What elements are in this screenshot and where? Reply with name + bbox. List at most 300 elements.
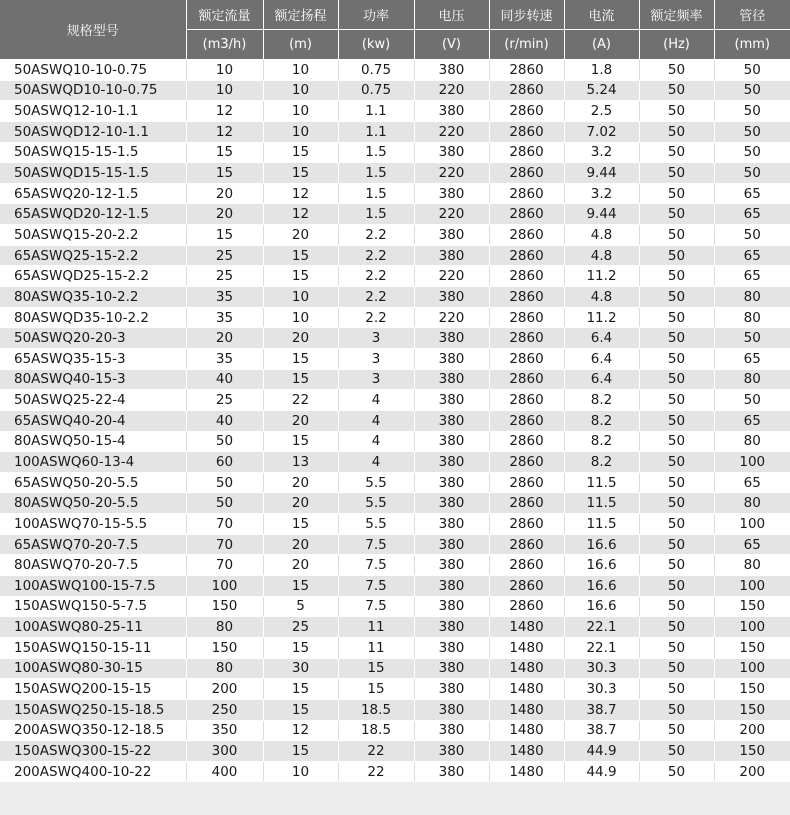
table-cell: 380 — [414, 761, 489, 782]
model-cell: 65ASWQ50-20-5.5 — [0, 472, 186, 493]
model-column-header: 规格型号 — [0, 0, 186, 60]
table-cell: 50 — [639, 225, 714, 246]
table-cell: 2.5 — [564, 101, 639, 122]
table-cell: 150 — [186, 637, 263, 658]
table-cell: 4.8 — [564, 287, 639, 308]
table-cell: 50 — [186, 431, 263, 452]
table-cell: 220 — [414, 121, 489, 142]
table-cell: 3.2 — [564, 142, 639, 163]
table-cell: 9.44 — [564, 163, 639, 184]
table-cell: 50 — [639, 493, 714, 514]
column-header: 管径 — [714, 0, 790, 30]
table-row — [0, 493, 790, 514]
table-cell: 40 — [186, 410, 263, 431]
table-cell: 38.7 — [564, 720, 639, 741]
table-cell: 50 — [714, 163, 790, 184]
table-cell: 1.5 — [338, 204, 414, 225]
table-cell: 1.5 — [338, 142, 414, 163]
table-cell: 100 — [714, 617, 790, 638]
table-cell: 30 — [263, 658, 338, 679]
table-cell: 220 — [414, 80, 489, 101]
table-cell: 1.1 — [338, 101, 414, 122]
table-cell: 16.6 — [564, 576, 639, 597]
column-header: 额定频率 — [639, 0, 714, 30]
table-cell: 16.6 — [564, 555, 639, 576]
table-cell: 20 — [186, 183, 263, 204]
model-cell: 65ASWQ70-20-7.5 — [0, 534, 186, 555]
table-cell: 50 — [639, 204, 714, 225]
table-cell: 2.2 — [338, 307, 414, 328]
table-row — [0, 225, 790, 246]
table-cell: 15 — [338, 679, 414, 700]
table-row — [0, 266, 790, 287]
model-cell: 50ASWQ15-20-2.2 — [0, 225, 186, 246]
table-cell: 200 — [714, 761, 790, 782]
table-cell: 7.5 — [338, 576, 414, 597]
table-cell: 50 — [639, 390, 714, 411]
table-cell: 12 — [186, 121, 263, 142]
table-cell: 10 — [186, 60, 263, 81]
table-row — [0, 390, 790, 411]
table-cell: 1480 — [489, 699, 564, 720]
model-cell: 100ASWQ80-25-11 — [0, 617, 186, 638]
table-cell: 220 — [414, 163, 489, 184]
table-cell: 2860 — [489, 390, 564, 411]
table-cell: 6.4 — [564, 328, 639, 349]
table-cell: 2860 — [489, 163, 564, 184]
model-cell: 150ASWQ150-15-11 — [0, 637, 186, 658]
table-cell: 5.5 — [338, 472, 414, 493]
table-cell: 2860 — [489, 514, 564, 535]
model-cell: 50ASWQ20-20-3 — [0, 328, 186, 349]
column-unit: (m) — [263, 30, 338, 60]
table-cell: 22 — [338, 741, 414, 762]
table-cell: 2860 — [489, 183, 564, 204]
model-cell: 100ASWQ100-15-7.5 — [0, 576, 186, 597]
model-cell: 80ASWQ35-10-2.2 — [0, 287, 186, 308]
table-cell: 15 — [263, 514, 338, 535]
table-cell: 50 — [186, 472, 263, 493]
table-cell: 2860 — [489, 555, 564, 576]
table-cell: 2860 — [489, 204, 564, 225]
table-cell: 2.2 — [338, 287, 414, 308]
table-cell: 50 — [714, 225, 790, 246]
column-unit: (mm) — [714, 30, 790, 60]
column-header: 电压 — [414, 0, 489, 30]
table-cell: 100 — [186, 576, 263, 597]
table-row — [0, 163, 790, 184]
model-cell: 65ASWQD25-15-2.2 — [0, 266, 186, 287]
table-cell: 50 — [639, 720, 714, 741]
table-row — [0, 245, 790, 266]
table-cell: 4.8 — [564, 245, 639, 266]
table-row — [0, 80, 790, 101]
table-row — [0, 369, 790, 390]
model-cell: 50ASWQ15-15-1.5 — [0, 142, 186, 163]
model-cell: 50ASWQD12-10-1.1 — [0, 121, 186, 142]
table-cell: 50 — [639, 287, 714, 308]
table-cell: 35 — [186, 287, 263, 308]
model-cell: 65ASWQ35-15-3 — [0, 348, 186, 369]
table-cell: 1.1 — [338, 121, 414, 142]
table-cell: 50 — [639, 80, 714, 101]
table-cell: 15 — [263, 637, 338, 658]
table-row — [0, 761, 790, 782]
model-cell: 150ASWQ300-15-22 — [0, 741, 186, 762]
table-cell: 380 — [414, 369, 489, 390]
table-cell: 10 — [263, 121, 338, 142]
model-cell: 50ASWQD10-10-0.75 — [0, 80, 186, 101]
table-cell: 2860 — [489, 287, 564, 308]
table-cell: 15 — [263, 369, 338, 390]
table-cell: 70 — [186, 534, 263, 555]
table-cell: 5 — [263, 596, 338, 617]
model-cell: 80ASWQ40-15-3 — [0, 369, 186, 390]
table-cell: 2.2 — [338, 266, 414, 287]
table-cell: 15 — [186, 225, 263, 246]
table-cell: 7.5 — [338, 555, 414, 576]
table-cell: 15 — [263, 163, 338, 184]
table-cell: 25 — [186, 245, 263, 266]
table-cell: 2860 — [489, 328, 564, 349]
table-cell: 65 — [714, 472, 790, 493]
model-cell: 65ASWQ40-20-4 — [0, 410, 186, 431]
table-cell: 100 — [714, 452, 790, 473]
table-cell: 11.5 — [564, 514, 639, 535]
table-row — [0, 307, 790, 328]
table-cell: 3.2 — [564, 183, 639, 204]
table-cell: 40 — [186, 369, 263, 390]
table-cell: 2860 — [489, 452, 564, 473]
model-cell: 200ASWQ350-12-18.5 — [0, 720, 186, 741]
table-cell: 150 — [714, 679, 790, 700]
table-cell: 6.4 — [564, 348, 639, 369]
table-row — [0, 60, 790, 81]
table-cell: 150 — [714, 596, 790, 617]
table-cell: 50 — [714, 390, 790, 411]
table-cell: 65 — [714, 266, 790, 287]
table-cell: 25 — [263, 617, 338, 638]
table-cell: 50 — [714, 60, 790, 81]
table-cell: 380 — [414, 555, 489, 576]
table-cell: 9.44 — [564, 204, 639, 225]
table-cell: 2.2 — [338, 245, 414, 266]
table-row — [0, 596, 790, 617]
model-cell: 200ASWQ400-10-22 — [0, 761, 186, 782]
table-cell: 50 — [639, 741, 714, 762]
table-cell: 2860 — [489, 225, 564, 246]
table-cell: 380 — [414, 348, 489, 369]
table-cell: 250 — [186, 699, 263, 720]
table-cell: 2860 — [489, 410, 564, 431]
table-cell: 1.8 — [564, 60, 639, 81]
table-cell: 380 — [414, 637, 489, 658]
table-cell: 15 — [263, 348, 338, 369]
table-cell: 50 — [639, 699, 714, 720]
table-cell: 80 — [714, 493, 790, 514]
model-cell: 50ASWQ12-10-1.1 — [0, 101, 186, 122]
column-unit: (m3/h) — [186, 30, 263, 60]
table-cell: 20 — [263, 493, 338, 514]
table-cell: 65 — [714, 245, 790, 266]
table-cell: 0.75 — [338, 80, 414, 101]
table-cell: 2860 — [489, 472, 564, 493]
column-unit: (V) — [414, 30, 489, 60]
table-cell: 50 — [639, 121, 714, 142]
table-cell: 380 — [414, 472, 489, 493]
model-cell: 50ASWQ25-22-4 — [0, 390, 186, 411]
column-header: 额定流量 — [186, 0, 263, 30]
table-cell: 380 — [414, 60, 489, 81]
table-cell: 60 — [186, 452, 263, 473]
table-row — [0, 472, 790, 493]
table-cell: 8.2 — [564, 390, 639, 411]
table-cell: 11.5 — [564, 493, 639, 514]
table-cell: 50 — [714, 101, 790, 122]
table-cell: 2860 — [489, 493, 564, 514]
table-cell: 50 — [639, 307, 714, 328]
table-cell: 380 — [414, 576, 489, 597]
table-row — [0, 452, 790, 473]
model-cell: 150ASWQ150-5-7.5 — [0, 596, 186, 617]
table-row — [0, 410, 790, 431]
table-cell: 20 — [186, 328, 263, 349]
table-cell: 1.5 — [338, 183, 414, 204]
table-cell: 1480 — [489, 617, 564, 638]
table-cell: 11.2 — [564, 266, 639, 287]
table-body — [0, 60, 790, 782]
table-cell: 50 — [639, 328, 714, 349]
table-cell: 16.6 — [564, 596, 639, 617]
table-row — [0, 617, 790, 638]
table-cell: 10 — [263, 307, 338, 328]
table-cell: 6.4 — [564, 369, 639, 390]
table-cell: 50 — [639, 60, 714, 81]
model-cell: 65ASWQ25-15-2.2 — [0, 245, 186, 266]
table-cell: 80 — [714, 307, 790, 328]
table-cell: 7.02 — [564, 121, 639, 142]
table-cell: 50 — [639, 761, 714, 782]
table-cell: 200 — [714, 720, 790, 741]
table-cell: 50 — [639, 348, 714, 369]
model-cell: 100ASWQ80-30-15 — [0, 658, 186, 679]
table-cell: 2860 — [489, 596, 564, 617]
table-cell: 15 — [186, 142, 263, 163]
table-cell: 1480 — [489, 679, 564, 700]
column-header: 同步转速 — [489, 0, 564, 30]
table-cell: 350 — [186, 720, 263, 741]
model-cell: 80ASWQ50-20-5.5 — [0, 493, 186, 514]
table-cell: 50 — [639, 472, 714, 493]
table-cell: 2860 — [489, 121, 564, 142]
table-cell: 20 — [263, 225, 338, 246]
model-cell: 100ASWQ70-15-5.5 — [0, 514, 186, 535]
table-cell: 50 — [186, 493, 263, 514]
table-row — [0, 534, 790, 555]
table-cell: 100 — [714, 658, 790, 679]
table-cell: 15 — [263, 431, 338, 452]
table-cell: 7.5 — [338, 596, 414, 617]
table-cell: 4 — [338, 452, 414, 473]
table-cell: 4.8 — [564, 225, 639, 246]
model-cell: 50ASWQD15-15-1.5 — [0, 163, 186, 184]
table-cell: 20 — [263, 472, 338, 493]
table-cell: 80 — [714, 369, 790, 390]
table-row — [0, 328, 790, 349]
table-cell: 20 — [263, 534, 338, 555]
table-cell: 12 — [263, 204, 338, 225]
table-cell: 50 — [639, 163, 714, 184]
table-cell: 15 — [338, 658, 414, 679]
table-cell: 5.5 — [338, 493, 414, 514]
table-cell: 50 — [639, 658, 714, 679]
table-cell: 25 — [186, 390, 263, 411]
table-cell: 12 — [263, 183, 338, 204]
model-cell: 80ASWQ50-15-4 — [0, 431, 186, 452]
table-cell: 80 — [714, 431, 790, 452]
table-cell: 13 — [263, 452, 338, 473]
table-header — [0, 0, 790, 60]
table-cell: 380 — [414, 183, 489, 204]
column-unit: (r/min) — [489, 30, 564, 60]
table-cell: 15 — [263, 699, 338, 720]
table-cell: 380 — [414, 514, 489, 535]
table-cell: 22.1 — [564, 637, 639, 658]
table-cell: 22.1 — [564, 617, 639, 638]
table-row — [0, 348, 790, 369]
table-cell: 10 — [186, 80, 263, 101]
table-cell: 2860 — [489, 101, 564, 122]
table-cell: 3 — [338, 348, 414, 369]
table-cell: 25 — [186, 266, 263, 287]
table-cell: 50 — [639, 637, 714, 658]
table-cell: 380 — [414, 699, 489, 720]
table-cell: 150 — [186, 596, 263, 617]
table-cell: 2860 — [489, 245, 564, 266]
table-cell: 11.2 — [564, 307, 639, 328]
table-cell: 2860 — [489, 307, 564, 328]
table-cell: 200 — [186, 679, 263, 700]
table-cell: 50 — [639, 452, 714, 473]
table-cell: 30.3 — [564, 679, 639, 700]
table-cell: 15 — [263, 142, 338, 163]
table-cell: 380 — [414, 287, 489, 308]
table-cell: 150 — [714, 699, 790, 720]
table-cell: 300 — [186, 741, 263, 762]
table-cell: 20 — [263, 555, 338, 576]
model-cell: 65ASWQ20-12-1.5 — [0, 183, 186, 204]
table-cell: 380 — [414, 741, 489, 762]
table-cell: 380 — [414, 410, 489, 431]
table-cell: 18.5 — [338, 699, 414, 720]
column-unit: (Hz) — [639, 30, 714, 60]
table-row — [0, 142, 790, 163]
table-cell: 10 — [263, 761, 338, 782]
table-cell: 2.2 — [338, 225, 414, 246]
table-cell: 80 — [186, 658, 263, 679]
table-cell: 380 — [414, 493, 489, 514]
table-cell: 1480 — [489, 761, 564, 782]
table-cell: 220 — [414, 307, 489, 328]
table-cell: 15 — [186, 163, 263, 184]
table-cell: 50 — [639, 266, 714, 287]
table-cell: 80 — [714, 555, 790, 576]
column-unit: (kw) — [338, 30, 414, 60]
table-cell: 4 — [338, 390, 414, 411]
model-cell: 100ASWQ60-13-4 — [0, 452, 186, 473]
table-cell: 15 — [263, 679, 338, 700]
table-cell: 12 — [186, 101, 263, 122]
table-row — [0, 741, 790, 762]
table-cell: 20 — [186, 204, 263, 225]
table-cell: 2860 — [489, 348, 564, 369]
table-cell: 11 — [338, 617, 414, 638]
table-row — [0, 637, 790, 658]
table-cell: 1.5 — [338, 163, 414, 184]
table-cell: 22 — [263, 390, 338, 411]
table-cell: 4 — [338, 410, 414, 431]
table-cell: 44.9 — [564, 741, 639, 762]
table-cell: 10 — [263, 60, 338, 81]
table-cell: 50 — [714, 328, 790, 349]
table-cell: 50 — [714, 80, 790, 101]
table-cell: 50 — [639, 679, 714, 700]
table-cell: 5.5 — [338, 514, 414, 535]
model-cell: 50ASWQ10-10-0.75 — [0, 60, 186, 81]
table-cell: 0.75 — [338, 60, 414, 81]
table-cell: 150 — [714, 637, 790, 658]
table-cell: 2860 — [489, 431, 564, 452]
table-cell: 380 — [414, 390, 489, 411]
table-cell: 2860 — [489, 369, 564, 390]
table-cell: 15 — [263, 266, 338, 287]
table-cell: 2860 — [489, 576, 564, 597]
table-cell: 2860 — [489, 142, 564, 163]
table-cell: 380 — [414, 431, 489, 452]
table-cell: 380 — [414, 225, 489, 246]
table-cell: 50 — [714, 142, 790, 163]
table-cell: 1480 — [489, 658, 564, 679]
table-cell: 1480 — [489, 720, 564, 741]
table-cell: 380 — [414, 245, 489, 266]
table-cell: 2860 — [489, 266, 564, 287]
table-cell: 65 — [714, 183, 790, 204]
table-cell: 380 — [414, 720, 489, 741]
table-row — [0, 287, 790, 308]
table-cell: 50 — [639, 514, 714, 535]
column-header: 功率 — [338, 0, 414, 30]
table-cell: 35 — [186, 307, 263, 328]
table-cell: 16.6 — [564, 534, 639, 555]
table-row — [0, 121, 790, 142]
table-cell: 50 — [639, 555, 714, 576]
table-cell: 380 — [414, 452, 489, 473]
table-cell: 22 — [338, 761, 414, 782]
table-cell: 18.5 — [338, 720, 414, 741]
table-cell: 30.3 — [564, 658, 639, 679]
table-cell: 2860 — [489, 60, 564, 81]
table-cell: 65 — [714, 204, 790, 225]
table-cell: 65 — [714, 410, 790, 431]
table-cell: 380 — [414, 534, 489, 555]
table-cell: 20 — [263, 328, 338, 349]
table-row — [0, 431, 790, 452]
column-unit: (A) — [564, 30, 639, 60]
table-cell: 220 — [414, 204, 489, 225]
table-cell: 100 — [714, 576, 790, 597]
table-cell: 50 — [639, 183, 714, 204]
table-cell: 50 — [639, 576, 714, 597]
